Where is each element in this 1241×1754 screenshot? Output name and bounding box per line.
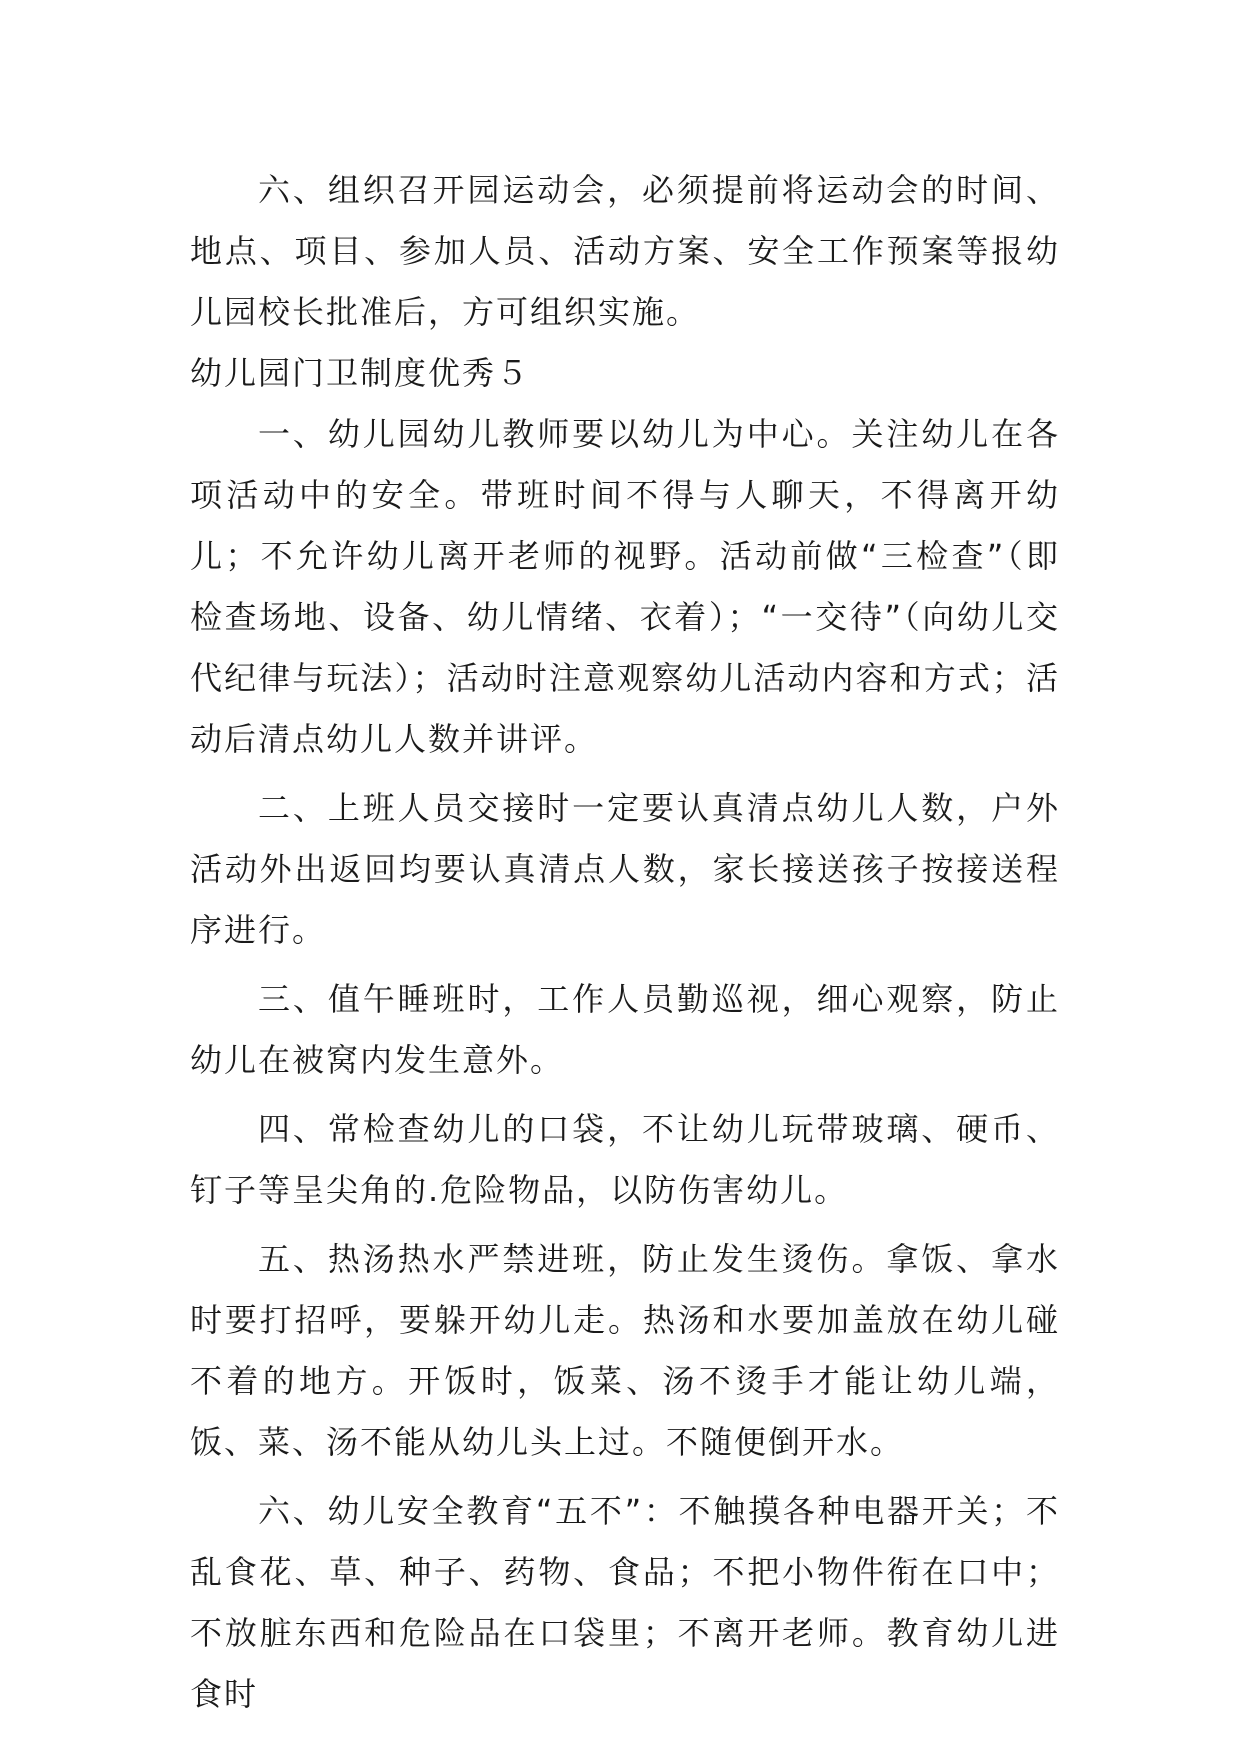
paragraph-rule-5: 五、热汤热水严禁进班，防止发生烫伤。拿饭、拿水时要打招呼，要躲开幼儿走。热汤和水要加盖放在幼儿碰不着的地方。开饭时，饭菜、汤不烫手才能让幼儿端，饭、菜、汤不能从幼儿头上过。不随便倒开水。	[190, 1240, 1060, 1461]
paragraph-rule-1: 一、幼儿园幼儿教师要以幼儿为中心。关注幼儿在各项活动中的安全。带班时间不得与人聊天，不得离开幼儿；不允许幼儿离开老师的视野。活动前做“三检查”（即检查场地、设备、幼儿情绪、衣着）；“一交待”（向幼儿交代纪律与玩法）；活动时注意观察幼儿活动内容和方式；活动后清点幼儿人数并讲评。	[190, 415, 1060, 758]
document-body	[190, 160, 1060, 1725]
paragraph-sports-meeting: 六、组织召开园运动会，必须提前将运动会的时间、地点、项目、参加人员、活动方案、安全工作预案等报幼儿园校长批准后，方可组织实施。	[190, 171, 1060, 331]
paragraph-rule-3: 三、值午睡班时，工作人员勤巡视，细心观察，防止幼儿在被窝内发生意外。	[190, 980, 1060, 1079]
paragraph-rule-2: 二、上班人员交接时一定要认真清点幼儿人数，户外活动外出返回均要认真清点人数，家长接送孩子按接送程序进行。	[190, 789, 1060, 949]
paragraph-rule-4: 四、常检查幼儿的口袋，不让幼儿玩带玻璃、硬币、钉子等呈尖角的.危险物品，以防伤害幼儿。	[190, 1110, 1060, 1209]
paragraph-rule-6: 六、幼儿安全教育“五不”：不触摸各种电器开关；不乱食花、草、种子、药物、食品；不把小物件衔在口中；不放脏东西和危险品在口袋里；不离开老师。教育幼儿进食时	[190, 1492, 1060, 1713]
section-heading: 幼儿园门卫制度优秀５	[190, 354, 531, 392]
